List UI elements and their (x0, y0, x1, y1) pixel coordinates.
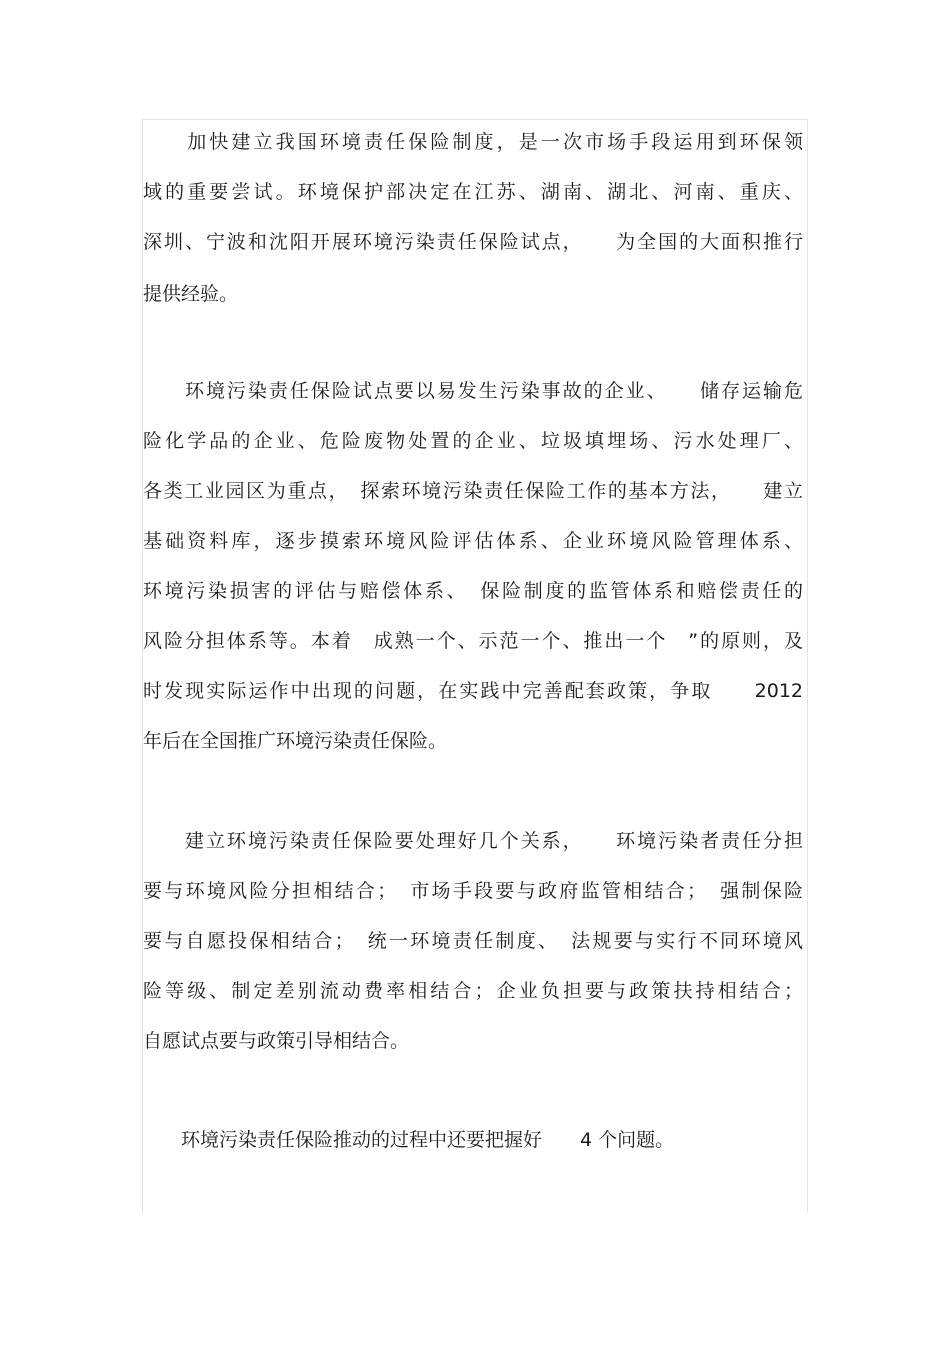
paragraph-2-line-2: 险化学品的企业、危险废物处置的企业、垃圾填埋场、污水处理厂、 (143, 430, 803, 452)
paragraph-2-line-3: 各类工业园区为重点， 探索环境污染责任保险工作的基本方法， 建立 (143, 480, 803, 502)
paragraph-3-line-5: 自愿试点要与政策引导相结合。 (143, 1030, 410, 1052)
paragraph-1-line-4: 提供经验。 (143, 283, 239, 305)
paragraph-3-line-1: 建立环境污染责任保险要处理好几个关系， 环境污染者责任分担 (143, 830, 803, 852)
paragraph-1-line-1: 加快建立我国环境责任保险制度，是一次市场手段运用到环保领 (143, 131, 803, 153)
paragraph-2-line-4: 基础资料库，逐步摸索环境风险评估体系、企业环境风险管理体系、 (143, 530, 803, 552)
paragraph-2-line-8: 年后在全国推广环境污染责任保险。 (143, 730, 448, 752)
paragraph-3-line-2: 要与环境风险分担相结合； 市场手段要与政府监管相结合； 强制保险 (143, 880, 803, 902)
paragraph-1-line-3: 深圳、宁波和沈阳开展环境污染责任保险试点， 为全国的大面积推行 (143, 231, 803, 253)
paragraph-1-line-2: 域的重要尝试。环境保护部决定在江苏、湖南、湖北、河南、重庆、 (143, 181, 803, 203)
paragraph-2-line-7: 时发现实际运作中出现的问题，在实践中完善配套政策，争取 2012 (143, 680, 803, 702)
paragraph-3-line-3: 要与自愿投保相结合； 统一环境责任制度、 法规要与实行不同环境风 (143, 930, 803, 952)
paragraph-4-line-1: 环境污染责任保险推动的过程中还要把握好 4 个问题。 (143, 1129, 675, 1151)
paragraph-2-line-6: 风险分担体系等。本着 成熟一个、示范一个、推出一个 ”的原则，及 (143, 630, 803, 652)
paragraph-2-line-1: 环境污染责任保险试点要以易发生污染事故的企业、 储存运输危 (143, 380, 803, 402)
paragraph-3-line-4: 险等级、制定差别流动费率相结合；企业负担要与政策扶持相结合； (143, 980, 803, 1002)
paragraph-2-line-5: 环境污染损害的评估与赔偿体系、 保险制度的监管体系和赔偿责任的 (143, 580, 803, 602)
